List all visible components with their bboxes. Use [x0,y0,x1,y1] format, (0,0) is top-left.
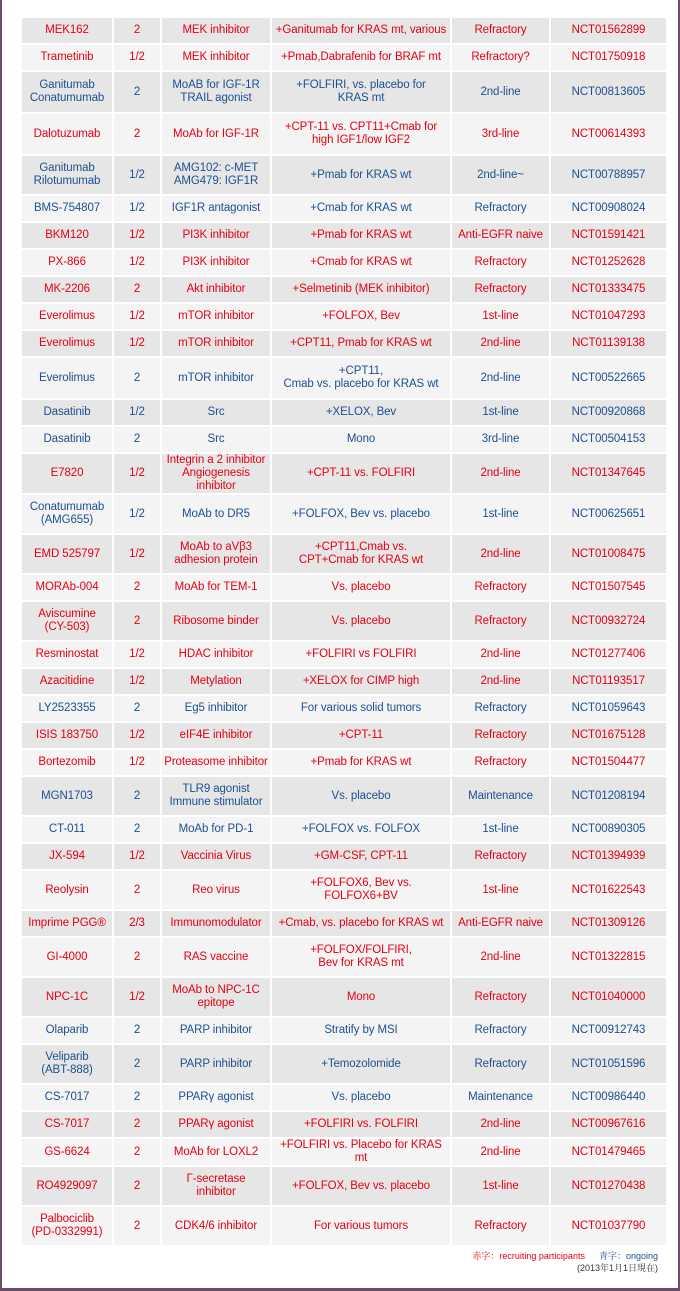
cell-phase: 1/2 [113,977,161,1017]
cell-line: 2nd-line [451,641,550,668]
cell-phase: 2 [113,1044,161,1084]
cell-phase: 1/2 [113,641,161,668]
cell-drug: NPC-1C [21,977,113,1017]
table-row [21,276,667,303]
cell-regimen: +FOLFIRI vs. FOLFIRI [271,1111,451,1138]
table-row [21,534,667,574]
table-row [21,71,667,113]
cell-nct: NCT01322815 [550,937,667,977]
cell-drug: Aviscumine (CY-503) [21,601,113,641]
cell-nct: NCT00986440 [550,1084,667,1111]
table-row [21,641,667,668]
cell-regimen: +CPT11,Cmab vs. CPT+Cmab for KRAS wt [271,534,451,574]
cell-mechanism: Integrin a 2 inhibitor Angiogenesis inhibitor [161,453,271,494]
cell-nct: NCT01040000 [550,977,667,1017]
cell-drug: PX-866 [21,249,113,276]
cell-phase: 2 [113,1166,161,1206]
cell-regimen: +CPT-11 [271,722,451,749]
cell-line: 2nd-line [451,453,550,494]
cell-mechanism: AMG102: c-MET AMG479: IGF1R [161,155,271,195]
cell-regimen: +Pmab,Dabrafenib for BRAF mt [271,44,451,71]
cell-phase: 2 [113,1017,161,1044]
cell-regimen: +GM-CSF, CPT-11 [271,843,451,870]
cell-mechanism: TLR9 agonist Immune stimulator [161,776,271,816]
cell-drug: Dasatinib [21,426,113,453]
cell-line: 2nd-line~ [451,155,550,195]
table-row [21,977,667,1017]
cell-regimen: +FOLFIRI vs FOLFIRI [271,641,451,668]
cell-line: 2nd-line [451,1138,550,1166]
cell-line: Refractory [451,1044,550,1084]
cell-drug: Resminostat [21,641,113,668]
cell-line: 1st-line [451,870,550,910]
cell-line: 2nd-line [451,1111,550,1138]
cell-drug: E7820 [21,453,113,494]
cell-nct: NCT01059643 [550,695,667,722]
cell-drug: Ganitumab Conatumumab [21,71,113,113]
cell-regimen: For various tumors [271,1206,451,1246]
cell-drug: Palbociclib (PD-0332991) [21,1206,113,1246]
cell-phase: 1/2 [113,195,161,222]
cell-phase: 1/2 [113,399,161,426]
cell-regimen: +Cmab for KRAS wt [271,195,451,222]
table-row [21,776,667,816]
cell-line: Refractory [451,749,550,776]
cell-nct: NCT01622543 [550,870,667,910]
cell-drug: MK-2206 [21,276,113,303]
cell-regimen: Stratify by MSI [271,1017,451,1044]
cell-nct: NCT01591421 [550,222,667,249]
cell-nct: NCT00813605 [550,71,667,113]
cell-drug: MORAb-004 [21,574,113,601]
cell-line: 1st-line [451,1166,550,1206]
table-row [21,155,667,195]
cell-phase: 2 [113,1084,161,1111]
cell-mechanism: PPARγ agonist [161,1111,271,1138]
cell-phase: 1/2 [113,722,161,749]
cell-regimen: Vs. placebo [271,574,451,601]
cell-line: 2nd-line [451,71,550,113]
cell-phase: 1/2 [113,155,161,195]
cell-line: 2nd-line [451,668,550,695]
cell-regimen: +CPT11, Cmab vs. placebo for KRAS wt [271,357,451,399]
cell-mechanism: Vaccinia Virus [161,843,271,870]
table-row [21,870,667,910]
cell-drug: Veliparib (ABT-888) [21,1044,113,1084]
cell-drug: MEK162 [21,17,113,44]
cell-nct: NCT01277406 [550,641,667,668]
cell-mechanism: Reo virus [161,870,271,910]
cell-mechanism: IGF1R antagonist [161,195,271,222]
table-row [21,695,667,722]
cell-regimen: +XELOX, Bev [271,399,451,426]
cell-line: Refractory [451,574,550,601]
cell-mechanism: PARP inhibitor [161,1017,271,1044]
table-row [21,113,667,155]
cell-mechanism: MoAb for LOXL2 [161,1138,271,1166]
cell-regimen: +Cmab, vs. placebo for KRAS wt [271,910,451,937]
cell-regimen: Vs. placebo [271,776,451,816]
cell-nct: NCT00920868 [550,399,667,426]
cell-phase: 2 [113,776,161,816]
cell-drug: BMS-754807 [21,195,113,222]
cell-regimen: +Cmab for KRAS wt [271,249,451,276]
table-row [21,937,667,977]
cell-regimen: Vs. placebo [271,1084,451,1111]
cell-mechanism: PARP inhibitor [161,1044,271,1084]
cell-line: 1st-line [451,399,550,426]
cell-drug: Conatumumab (AMG655) [21,494,113,534]
table-row [21,249,667,276]
cell-regimen: +CPT11, Pmab for KRAS wt [271,330,451,357]
cell-line: Maintenance [451,1084,550,1111]
cell-mechanism: Immunomodulator [161,910,271,937]
cell-mechanism: mTOR inhibitor [161,330,271,357]
cell-line: Anti-EGFR naive [451,222,550,249]
table-row [21,668,667,695]
cell-drug: Everolimus [21,330,113,357]
cell-line: Refractory [451,1206,550,1246]
cell-nct: NCT00967616 [550,1111,667,1138]
cell-nct: NCT01507545 [550,574,667,601]
cell-regimen: +FOLFOX6, Bev vs. FOLFOX6+BV [271,870,451,910]
cell-nct: NCT00912743 [550,1017,667,1044]
cell-nct: NCT01750918 [550,44,667,71]
cell-mechanism: PPARγ agonist [161,1084,271,1111]
cell-line: Refractory [451,249,550,276]
cell-regimen: +FOLFIRI, vs. placebo for KRAS mt [271,71,451,113]
cell-nct: NCT01562899 [550,17,667,44]
table-row [21,1166,667,1206]
cell-mechanism: RAS vaccine [161,937,271,977]
cell-phase: 2 [113,426,161,453]
cell-line: 3rd-line [451,426,550,453]
table-row [21,910,667,937]
cell-mechanism: Src [161,399,271,426]
cell-nct: NCT01252628 [550,249,667,276]
cell-phase: 2 [113,17,161,44]
cell-phase: 2 [113,1206,161,1246]
cell-mechanism: MoAb to aVβ3 adhesion protein [161,534,271,574]
table-row [21,749,667,776]
cell-phase: 2 [113,113,161,155]
cell-regimen: +Pmab for KRAS wt [271,749,451,776]
cell-drug: Imprime PGG® [21,910,113,937]
cell-drug: Trametinib [21,44,113,71]
cell-line: 1st-line [451,303,550,330]
cell-line: 2nd-line [451,534,550,574]
cell-regimen: +FOLFOX, Bev vs. placebo [271,494,451,534]
table-row [21,1111,667,1138]
cell-line: Refractory [451,1017,550,1044]
cell-phase: 1/2 [113,330,161,357]
cell-line: Refractory [451,195,550,222]
cell-phase: 1/2 [113,668,161,695]
table-row [21,843,667,870]
table-row [21,195,667,222]
table-row [21,44,667,71]
clinical-trials-table [20,16,668,1247]
cell-phase: 2 [113,601,161,641]
cell-regimen: +Selmetinib (MEK inhibitor) [271,276,451,303]
legend [472,1250,658,1274]
table-row [21,453,667,494]
cell-phase: 2 [113,695,161,722]
cell-nct: NCT01208194 [550,776,667,816]
cell-regimen: +FOLFOX, Bev [271,303,451,330]
cell-phase: 2 [113,937,161,977]
cell-nct: NCT01270438 [550,1166,667,1206]
cell-mechanism: MoAb to NPC-1C epitope [161,977,271,1017]
cell-mechanism: MoAb for IGF-1R [161,113,271,155]
cell-line: Anti-EGFR naive [451,910,550,937]
cell-mechanism: Γ-secretase inhibitor [161,1166,271,1206]
cell-regimen: +FOLFOX vs. FOLFOX [271,816,451,843]
cell-nct: NCT01139138 [550,330,667,357]
cell-nct: NCT01008475 [550,534,667,574]
cell-mechanism: Metylation [161,668,271,695]
cell-drug: Ganitumab Rilotumumab [21,155,113,195]
cell-mechanism: PI3K inhibitor [161,222,271,249]
cell-line: 2nd-line [451,357,550,399]
cell-nct: NCT01333475 [550,276,667,303]
cell-drug: CS-7017 [21,1111,113,1138]
table-row [21,357,667,399]
cell-nct: NCT00504153 [550,426,667,453]
cell-mechanism: MoAb for TEM-1 [161,574,271,601]
cell-line: Refractory [451,601,550,641]
cell-drug: BKM120 [21,222,113,249]
cell-regimen: +FOLFIRI vs. Placebo for KRAS mt [271,1138,451,1166]
cell-nct: NCT00614393 [550,113,667,155]
cell-drug: Everolimus [21,357,113,399]
cell-phase: 2 [113,816,161,843]
cell-phase: 2 [113,1111,161,1138]
cell-line: Refractory [451,977,550,1017]
cell-mechanism: Akt inhibitor [161,276,271,303]
cell-regimen: +FOLFOX/FOLFIRI, Bev for KRAS mt [271,937,451,977]
cell-mechanism: MoAb for PD-1 [161,816,271,843]
cell-regimen: +CPT-11 vs. FOLFIRI [271,453,451,494]
cell-nct: NCT01051596 [550,1044,667,1084]
cell-drug: RO4929097 [21,1166,113,1206]
cell-nct: NCT00932724 [550,601,667,641]
cell-phase: 2/3 [113,910,161,937]
table-row [21,601,667,641]
cell-nct: NCT00625651 [550,494,667,534]
cell-nct: NCT01479465 [550,1138,667,1166]
cell-drug: MGN1703 [21,776,113,816]
cell-line: Refractory [451,722,550,749]
cell-drug: JX-594 [21,843,113,870]
cell-mechanism: MoAB for IGF-1R TRAIL agonist [161,71,271,113]
cell-regimen: +Pmab for KRAS wt [271,155,451,195]
cell-regimen: Vs. placebo [271,601,451,641]
cell-phase: 2 [113,276,161,303]
cell-mechanism: CDK4/6 inhibitor [161,1206,271,1246]
cell-drug: ISIS 183750 [21,722,113,749]
cell-phase: 2 [113,71,161,113]
cell-nct: NCT00788957 [550,155,667,195]
cell-regimen: +Ganitumab for KRAS mt, various [271,17,451,44]
cell-mechanism: MEK inhibitor [161,17,271,44]
cell-line: Maintenance [451,776,550,816]
cell-line: Refractory [451,843,550,870]
cell-mechanism: Src [161,426,271,453]
cell-nct: NCT01504477 [550,749,667,776]
cell-nct: NCT01193517 [550,668,667,695]
cell-regimen: +Temozolomide [271,1044,451,1084]
cell-nct: NCT01675128 [550,722,667,749]
cell-regimen: Mono [271,977,451,1017]
cell-drug: Reolysin [21,870,113,910]
cell-line: 2nd-line [451,937,550,977]
cell-line: 2nd-line [451,330,550,357]
cell-nct: NCT00522665 [550,357,667,399]
cell-drug: GS-6624 [21,1138,113,1166]
table-row [21,303,667,330]
cell-phase: 2 [113,574,161,601]
cell-drug: Everolimus [21,303,113,330]
cell-line: Refractory? [451,44,550,71]
cell-phase: 1/2 [113,749,161,776]
cell-line: Refractory [451,276,550,303]
cell-phase: 1/2 [113,222,161,249]
cell-nct: NCT01047293 [550,303,667,330]
cell-phase: 1/2 [113,249,161,276]
cell-phase: 1/2 [113,494,161,534]
cell-phase: 2 [113,357,161,399]
legend-ongoing: 青字：ongoing [598,1251,658,1261]
cell-line: 3rd-line [451,113,550,155]
legend-recruiting: 赤字：recruiting participants [472,1251,585,1261]
cell-line: 1st-line [451,816,550,843]
cell-mechanism: mTOR inhibitor [161,303,271,330]
table-row [21,1044,667,1084]
table-row [21,222,667,249]
cell-mechanism: eIF4E inhibitor [161,722,271,749]
cell-phase: 2 [113,870,161,910]
cell-regimen: +Pmab for KRAS wt [271,222,451,249]
cell-drug: Dasatinib [21,399,113,426]
cell-drug: EMD 525797 [21,534,113,574]
table-row [21,399,667,426]
cell-regimen: +CPT-11 vs. CPT11+Cmab for high IGF1/low IGF2 [271,113,451,155]
cell-nct: NCT00908024 [550,195,667,222]
table-row [21,574,667,601]
table-row [21,17,667,44]
table-row [21,722,667,749]
table-row [21,494,667,534]
cell-drug: GI-4000 [21,937,113,977]
cell-regimen: +XELOX for CIMP high [271,668,451,695]
cell-regimen: Mono [271,426,451,453]
table-row [21,1206,667,1246]
cell-phase: 1/2 [113,44,161,71]
cell-phase: 1/2 [113,534,161,574]
table-row [21,816,667,843]
table-row [21,1017,667,1044]
cell-mechanism: PI3K inhibitor [161,249,271,276]
cell-regimen: For various solid tumors [271,695,451,722]
cell-line: Refractory [451,17,550,44]
cell-nct: NCT01394939 [550,843,667,870]
cell-line: 1st-line [451,494,550,534]
cell-drug: CT-011 [21,816,113,843]
cell-drug: Olaparib [21,1017,113,1044]
cell-mechanism: HDAC inhibitor [161,641,271,668]
cell-mechanism: mTOR inhibitor [161,357,271,399]
cell-mechanism: Proteasome inhibitor [161,749,271,776]
legend-as-of-date: (2013年1月1日現在) [576,1263,658,1273]
cell-nct: NCT01347645 [550,453,667,494]
cell-phase: 1/2 [113,843,161,870]
cell-mechanism: MEK inhibitor [161,44,271,71]
cell-drug: LY2523355 [21,695,113,722]
cell-nct: NCT01309126 [550,910,667,937]
cell-nct: NCT01037790 [550,1206,667,1246]
cell-drug: CS-7017 [21,1084,113,1111]
table-row [21,426,667,453]
cell-phase: 2 [113,1138,161,1166]
cell-phase: 1/2 [113,453,161,494]
cell-mechanism: MoAb to DR5 [161,494,271,534]
table-row [21,330,667,357]
cell-drug: Azacitidine [21,668,113,695]
table-row [21,1084,667,1111]
cell-phase: 1/2 [113,303,161,330]
cell-mechanism: Eg5 inhibitor [161,695,271,722]
cell-mechanism: Ribosome binder [161,601,271,641]
cell-regimen: +FOLFOX, Bev vs. placebo [271,1166,451,1206]
table-row [21,1138,667,1166]
cell-nct: NCT00890305 [550,816,667,843]
cell-drug: Dalotuzumab [21,113,113,155]
cell-drug: Bortezomib [21,749,113,776]
cell-line: Refractory [451,695,550,722]
